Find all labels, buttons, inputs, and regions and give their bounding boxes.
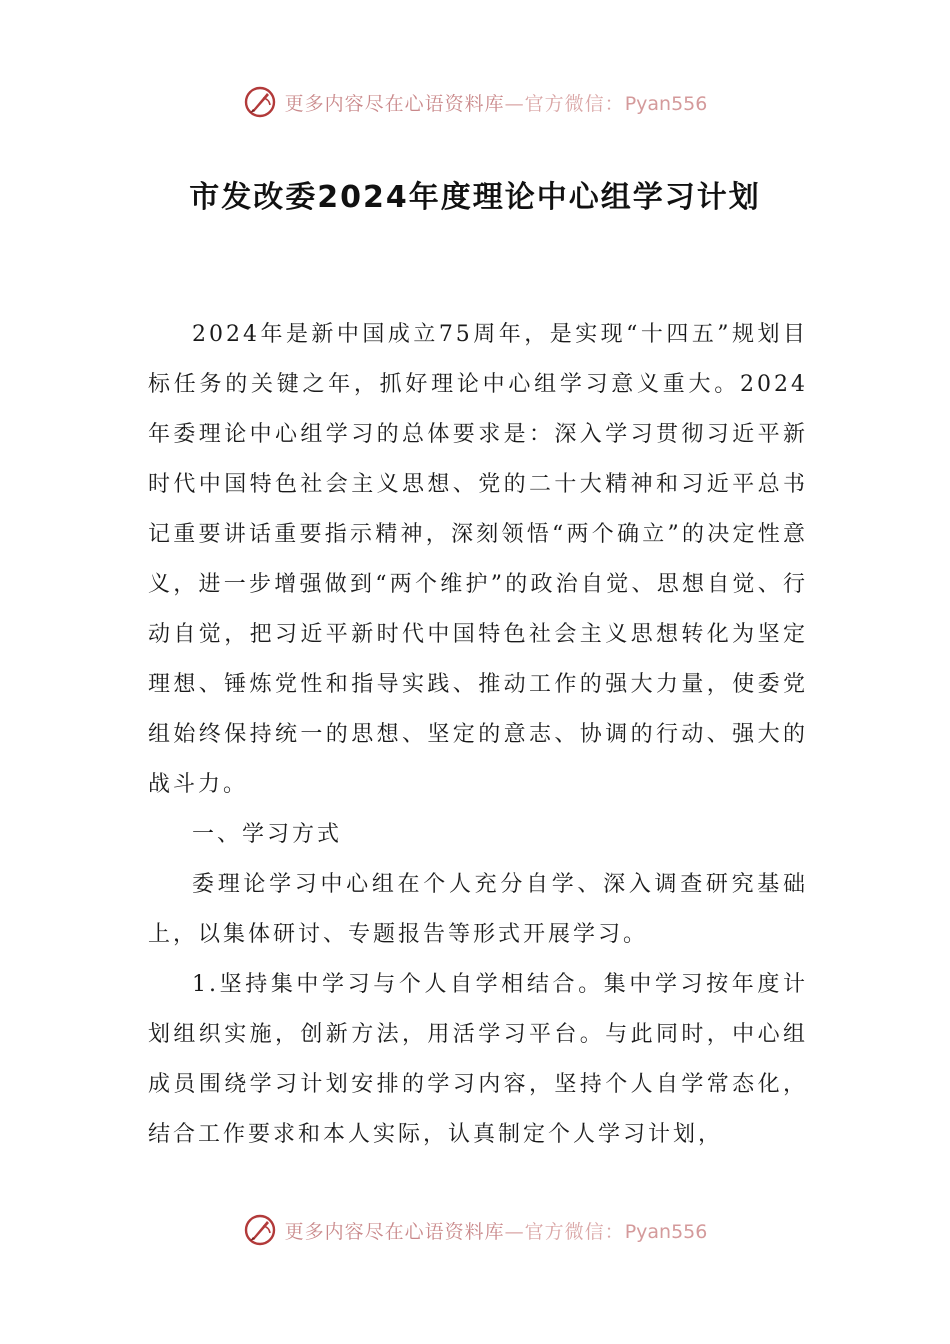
watermark-text xyxy=(285,89,708,116)
watermark-brand: 更多内容尽在心语资料库 xyxy=(284,1220,505,1243)
header-watermark xyxy=(0,82,950,122)
watermark-text xyxy=(285,1217,708,1244)
watermark-wechat-id: Pyan556 xyxy=(624,92,708,115)
watermark-wechat-id: Pyan556 xyxy=(624,1220,708,1243)
methods-paragraph: 委理论学习中心组在个人充分自学、深入调查研究基础上，以集体研讨、专题报告等形式开展学习。 xyxy=(148,872,808,947)
footer-watermark xyxy=(0,1210,950,1250)
item-1-paragraph: 1.坚持集中学习与个人自学相结合。集中学习按年度计划组织实施，创新方法，用活学习平台。与此同时，中心组成员围绕学习计划安排的学习内容，坚持个人自学常态化，结合工作要求和本人实际，认真制定个人学习计划， xyxy=(148,972,808,1147)
watermark-official-label: 官方微信： xyxy=(524,92,625,115)
watermark-dash: — xyxy=(504,92,525,115)
quill-pen-logo-icon xyxy=(243,1213,277,1247)
watermark-dash: — xyxy=(504,1220,525,1243)
watermark-brand: 更多内容尽在心语资料库 xyxy=(284,92,505,115)
document-title: 市发改委2024年度理论中心组学习计划 xyxy=(189,180,761,215)
quill-pen-logo-icon xyxy=(243,85,277,119)
intro-paragraph: 2024年是新中国成立75周年，是实现“十四五”规划目标任务的关键之年，抓好理论中心组学习意义重大。2024年委理论中心组学习的总体要求是：深入学习贯彻习近平新时代中国特色社会主义思想、党的二十大精神和习近平总书记重要讲话重要指示精神，深刻领悟“两个确立”的决定性意义，进一步增强做到“两个维护”的政治自觉、思想自觉、行动自觉，把习近平新时代中国特色社会主义思想转化为坚定理想、锤炼党性和指导实践、推动工作的强大力量，使委党组始终保持统一的思想、坚定的意志、协调的行动、强大的战斗力。 xyxy=(148,322,808,797)
watermark-official-label: 官方微信： xyxy=(524,1220,625,1243)
document-body xyxy=(148,310,808,1160)
section-heading-learning-methods: 一、学习方式 xyxy=(192,822,343,847)
